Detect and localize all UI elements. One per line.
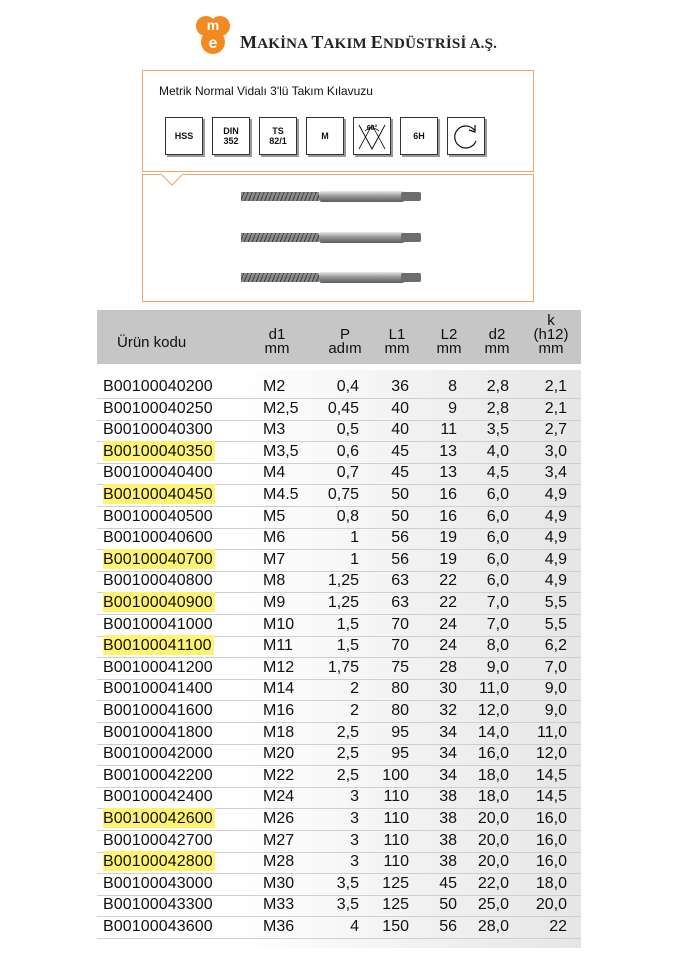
cell-pitch: 2,5 (336, 766, 359, 784)
cell-d1: M3,5 (263, 442, 299, 460)
svg-text:60°: 60° (366, 125, 378, 132)
cell-pitch: 1,5 (336, 615, 359, 633)
cell-d2: 4,0 (486, 442, 509, 460)
cell-pitch: 1,25 (327, 594, 359, 611)
table-row (97, 786, 581, 808)
cell-pitch: 1,25 (327, 572, 359, 590)
cell-k: 4,9 (544, 486, 567, 503)
table-body (97, 370, 581, 948)
cell-l2: 38 (439, 831, 457, 849)
product-code: B00100042400 (103, 788, 213, 806)
cell-pitch: 1 (350, 550, 359, 568)
product-code: B00100042000 (103, 745, 213, 763)
cell-l2: 16 (439, 486, 457, 503)
cell-l1: 110 (383, 810, 409, 827)
cell-pitch: 3,5 (336, 896, 359, 914)
product-code: B00100042800 (103, 853, 213, 871)
cell-l1: 50 (391, 486, 409, 503)
cell-l1: 63 (391, 572, 409, 590)
table-row (97, 743, 581, 765)
cell-l2: 32 (439, 702, 457, 719)
cell-d1: M18 (263, 723, 295, 741)
cell-d2: 2,8 (486, 378, 509, 395)
table-row (97, 376, 581, 398)
header-d1: d1 mm (264, 326, 290, 357)
row-divider (97, 938, 581, 939)
cell-d2: 8,0 (486, 637, 509, 655)
table-row (97, 441, 581, 463)
table-row (97, 419, 581, 441)
cell-k: 14,5 (535, 788, 567, 806)
cell-l1: 63 (391, 594, 409, 611)
header-code: Ürün kodu (117, 334, 187, 351)
cell-pitch: 1 (350, 529, 359, 547)
table-row (97, 527, 581, 549)
cell-k: 16,0 (535, 810, 567, 827)
cell-l2: 30 (439, 680, 457, 698)
cell-l1: 110 (383, 831, 409, 849)
svg-text:e: e (208, 35, 218, 52)
header-d2: d2 mm (484, 326, 510, 357)
cell-l2: 38 (439, 788, 457, 806)
cell-k: 9,0 (544, 680, 567, 698)
product-code: B00100040600 (103, 529, 213, 547)
cell-l1: 125 (382, 874, 409, 892)
product-code: B00100040900 (103, 594, 213, 611)
cell-k: 5,5 (544, 615, 567, 633)
cell-l2: 34 (439, 766, 457, 784)
product-code: B00100041200 (103, 658, 213, 676)
cell-pitch: 0,4 (336, 378, 359, 395)
cell-d1: M5 (263, 507, 286, 525)
cell-d2: 6,0 (486, 507, 509, 525)
cell-pitch: 0,8 (336, 507, 359, 525)
cell-l2: 24 (439, 615, 457, 633)
cell-l2: 24 (439, 637, 457, 655)
din-352-icon: DIN 352 (212, 117, 250, 155)
cell-pitch: 0,6 (336, 442, 359, 460)
cell-l1: 45 (391, 442, 409, 460)
cell-l2: 13 (439, 464, 457, 482)
cell-k: 4,9 (544, 529, 567, 547)
cell-d1: M33 (263, 896, 295, 914)
cell-d2: 6,0 (486, 529, 509, 547)
cell-l1: 40 (391, 421, 409, 439)
cell-k: 4,9 (544, 550, 567, 568)
cell-d1: M22 (263, 766, 295, 784)
cell-d2: 22,0 (477, 874, 509, 892)
cell-pitch: 4 (350, 918, 359, 935)
table-row (97, 873, 581, 895)
tap-3-icon (241, 272, 421, 283)
table-row (97, 635, 581, 657)
product-code: B00100043300 (103, 896, 213, 914)
cell-k: 4,9 (544, 507, 567, 525)
cell-k: 14,5 (535, 766, 567, 784)
cell-k: 11,0 (537, 723, 567, 741)
company-logo (190, 14, 236, 56)
cell-d2: 18,0 (477, 766, 509, 784)
product-code: B00100040700 (103, 550, 213, 568)
cell-k: 20,0 (535, 896, 567, 914)
cell-pitch: 2 (350, 702, 359, 719)
cell-d1: M9 (263, 594, 286, 611)
cell-pitch: 0,5 (336, 421, 359, 439)
cell-l1: 110 (383, 853, 409, 871)
ts-82-1-icon: TS 82/1 (259, 117, 297, 155)
cell-d1: M4.5 (263, 486, 299, 503)
cell-l1: 56 (391, 529, 409, 547)
cell-l2: 22 (439, 572, 457, 590)
cell-pitch: 0,7 (336, 464, 359, 482)
cell-d1: M3 (263, 421, 286, 439)
table-row (97, 484, 581, 506)
hss-icon: HSS (165, 117, 203, 155)
cell-l2: 16 (439, 507, 457, 525)
tolerance-6h-icon: 6H (400, 117, 438, 155)
cell-pitch: 3 (350, 853, 359, 871)
product-code: B00100040400 (103, 464, 213, 482)
cell-l1: 150 (382, 918, 409, 935)
tap-2-icon (241, 232, 421, 243)
cell-d2: 11,0 (479, 680, 509, 698)
cell-l1: 110 (383, 788, 409, 806)
product-code: B00100042200 (103, 766, 213, 784)
cell-l1: 45 (391, 464, 409, 482)
cell-pitch: 0,75 (327, 486, 359, 503)
cell-d2: 4,5 (486, 464, 509, 482)
table-row (97, 549, 581, 571)
cell-d2: 7,0 (486, 615, 509, 633)
table-row (97, 657, 581, 679)
cell-d1: M20 (263, 745, 295, 763)
product-code: B00100040200 (103, 378, 213, 395)
product-code: B00100040250 (103, 399, 213, 417)
cell-k: 2,1 (544, 399, 567, 417)
cell-k: 7,0 (544, 658, 567, 676)
product-code: B00100040500 (103, 507, 213, 525)
cell-pitch: 1,75 (327, 658, 359, 676)
table-row (97, 700, 581, 722)
cell-d2: 20,0 (477, 831, 509, 849)
cell-l1: 80 (391, 702, 409, 719)
cell-d2: 18,0 (477, 788, 509, 806)
cell-d1: M11 (263, 637, 293, 655)
cell-l1: 50 (391, 507, 409, 525)
cell-k: 3,0 (544, 442, 567, 460)
cell-k: 22 (549, 918, 567, 935)
table-row (97, 765, 581, 787)
cell-d1: M26 (263, 810, 295, 827)
product-code: B00100041400 (103, 680, 213, 698)
cell-l1: 95 (391, 745, 409, 763)
cell-k: 16,0 (535, 831, 567, 849)
product-code: B00100043600 (103, 918, 213, 935)
company-name: MAKİNA TAKIM ENDÜSTRİSİ A.Ş. (240, 32, 498, 52)
table-row (97, 506, 581, 528)
cell-d1: M27 (263, 831, 295, 849)
product-code: B00100040800 (103, 572, 213, 590)
cell-l1: 125 (382, 896, 409, 914)
table-row (97, 398, 581, 420)
cell-k: 18,0 (535, 874, 567, 892)
header-l2: L2 mm (436, 326, 462, 357)
cell-pitch: 2 (350, 680, 359, 698)
cell-d1: M2 (263, 378, 286, 395)
table-row (97, 722, 581, 744)
product-code: B00100043000 (103, 874, 213, 892)
cell-l2: 34 (439, 745, 457, 763)
cell-d2: 6,0 (486, 486, 509, 503)
cell-l1: 40 (391, 399, 409, 417)
cell-k: 2,1 (544, 378, 567, 395)
product-code: B00100040350 (103, 442, 213, 460)
cell-d2: 6,0 (486, 550, 509, 568)
cell-k: 12,0 (535, 745, 567, 763)
product-code: B00100040450 (103, 486, 213, 503)
table-row (97, 830, 581, 852)
cell-d1: M4 (263, 464, 286, 482)
table-header (97, 310, 581, 364)
cell-l2: 13 (439, 442, 457, 460)
table-row (97, 462, 581, 484)
cell-d1: M7 (263, 550, 286, 568)
product-code: B00100041600 (103, 702, 213, 719)
cell-l1: 100 (382, 766, 409, 784)
cell-l2: 38 (439, 810, 457, 827)
cell-l1: 56 (391, 550, 409, 568)
product-code: B00100041800 (103, 723, 213, 741)
cell-d2: 3,5 (486, 421, 509, 439)
cell-pitch: 3,5 (336, 874, 359, 892)
cell-l2: 19 (439, 529, 457, 547)
cell-l1: 80 (391, 680, 409, 698)
product-code: B00100040300 (103, 421, 213, 439)
cell-pitch: 1,5 (336, 637, 359, 655)
cell-k: 4,9 (544, 572, 567, 590)
cell-l2: 50 (439, 896, 457, 914)
cell-pitch: 0,45 (327, 399, 359, 417)
table-row (97, 678, 581, 700)
cell-l2: 34 (439, 723, 457, 741)
cell-l2: 28 (439, 658, 457, 676)
table-row (97, 570, 581, 592)
product-code: B00100041000 (103, 615, 213, 633)
cell-d1: M2,5 (263, 399, 299, 417)
cell-d1: M12 (263, 658, 295, 676)
cell-k: 9,0 (544, 702, 567, 719)
cell-d1: M6 (263, 529, 286, 547)
cell-d2: 12,0 (477, 702, 509, 719)
table-row (97, 614, 581, 636)
cell-l2: 38 (439, 853, 457, 871)
cell-k: 5,5 (544, 594, 567, 611)
cell-d1: M16 (263, 702, 295, 719)
cell-k: 3,4 (544, 464, 567, 482)
cell-l2: 19 (439, 550, 457, 568)
cell-d2: 20,0 (477, 853, 509, 871)
cell-d2: 6,0 (486, 572, 509, 590)
cell-k: 6,2 (544, 637, 567, 655)
cell-l1: 70 (391, 637, 409, 655)
cell-d2: 2,8 (486, 399, 509, 417)
product-info-box (142, 70, 534, 172)
cell-l2: 9 (448, 399, 457, 417)
cell-pitch: 2,5 (336, 745, 359, 763)
product-code: B00100041100 (103, 637, 212, 655)
product-code: B00100042600 (103, 810, 213, 827)
cell-pitch: 3 (350, 788, 359, 806)
cell-l2: 11 (440, 421, 457, 439)
tap-1-icon (241, 191, 421, 202)
cell-l2: 56 (439, 918, 457, 935)
cell-l1: 95 (391, 723, 409, 741)
cell-d1: M10 (263, 615, 295, 633)
cell-l1: 75 (391, 658, 409, 676)
cell-l1: 70 (391, 615, 409, 633)
metric-m-icon: M (306, 117, 344, 155)
cell-d2: 20,0 (477, 810, 509, 827)
table-row (97, 916, 581, 938)
cell-l2: 8 (448, 378, 457, 395)
cell-l1: 36 (391, 378, 409, 395)
cell-d1: M14 (263, 680, 295, 698)
cell-d2: 9,0 (486, 658, 509, 676)
cell-d2: 14,0 (477, 723, 509, 741)
product-code: B00100042700 (103, 831, 213, 849)
cell-d1: M8 (263, 572, 286, 590)
table-row (97, 894, 581, 916)
cell-d2: 25,0 (477, 896, 509, 914)
cell-d1: M36 (263, 918, 295, 935)
cell-d2: 16,0 (477, 745, 509, 763)
cell-pitch: 3 (350, 810, 359, 827)
cell-k: 16,0 (535, 853, 567, 871)
cell-d1: M28 (263, 853, 295, 871)
cell-pitch: 2,5 (336, 723, 359, 741)
table-row (97, 592, 581, 614)
svg-text:m: m (206, 17, 220, 33)
tap-set-image (143, 175, 533, 301)
table-row (97, 808, 581, 830)
cell-l2: 45 (439, 874, 457, 892)
header-l1: L1 mm (384, 326, 410, 357)
cell-k: 2,7 (544, 421, 567, 439)
product-title: Metrik Normal Vidalı 3'lü Takım Kılavuzu (159, 84, 373, 98)
cell-d1: M24 (263, 788, 295, 806)
product-image-box (142, 174, 534, 302)
cell-d1: M30 (263, 874, 295, 892)
cell-d2: 28,0 (477, 918, 509, 935)
cell-l2: 22 (439, 594, 457, 611)
table-row (97, 851, 581, 873)
thread-angle-60-icon (353, 117, 391, 155)
header-k: k (h12) mm (533, 312, 569, 357)
header-p: P adım (328, 326, 362, 357)
cell-pitch: 3 (350, 831, 359, 849)
cell-d2: 7,0 (486, 594, 509, 611)
right-hand-rotation-icon (447, 117, 485, 155)
